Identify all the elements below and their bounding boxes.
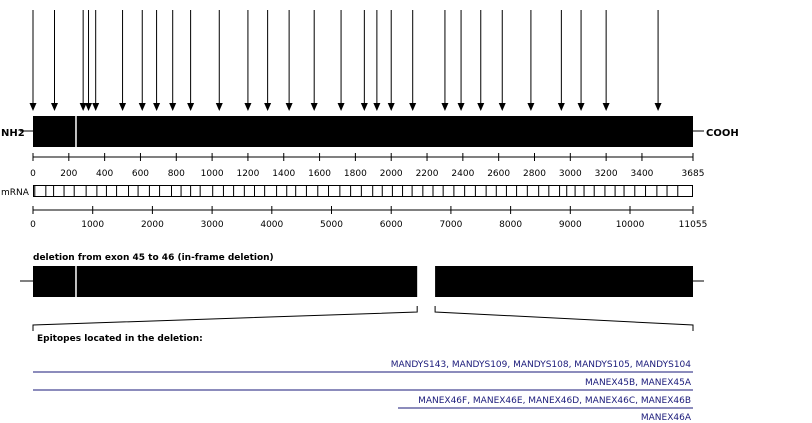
protein-tick-label: 3000 <box>558 169 582 179</box>
mrna-tick-label: 10000 <box>615 220 645 230</box>
epitope-arrow <box>458 10 465 111</box>
deletion-title: deletion from exon 45 to 46 (in-frame deletion) <box>33 253 274 263</box>
deletion-bar-right <box>435 266 693 297</box>
protein-axis <box>30 153 704 179</box>
mrna-tick-label: 9000 <box>558 220 582 230</box>
protein-tick-label: 3200 <box>594 169 618 179</box>
protein-tick-label: 600 <box>131 169 150 179</box>
mrna-tick-label: 8000 <box>499 220 523 230</box>
deletion-bar-left <box>33 266 417 297</box>
c-terminus-label: COOH <box>706 128 739 139</box>
epitope-arrow <box>244 10 251 111</box>
epitope-arrow <box>603 10 610 111</box>
protein-tick-label: 2000 <box>379 169 403 179</box>
epitope-arrow <box>655 10 662 111</box>
epitope-arrow <box>119 10 126 111</box>
epitope-arrow <box>216 10 223 111</box>
epitope-arrow <box>85 10 92 111</box>
mrna-tick-label: 3000 <box>200 220 224 230</box>
protein-tick-label: 2800 <box>523 169 546 179</box>
mrna-axis <box>30 206 707 230</box>
epitope-arrow <box>361 10 368 111</box>
epitope-arrow <box>51 10 58 111</box>
epitope-arrow <box>388 10 395 111</box>
epitope-arrow <box>558 10 565 111</box>
protein-tick-label: 2200 <box>415 169 439 179</box>
mrna-tick-label: 2000 <box>140 220 164 230</box>
epitope-arrows <box>30 10 662 111</box>
epitope-row-text: MANEX46F, MANEX46E, MANEX46D, MANEX46C, MANEX46B <box>418 396 691 406</box>
epitope-arrow <box>139 10 146 111</box>
protein-tick-label: 3400 <box>630 169 654 179</box>
epitope-arrow <box>92 10 99 111</box>
mrna-tick-label: 4000 <box>260 220 284 230</box>
epitope-arrow <box>264 10 271 111</box>
epitope-arrow <box>527 10 534 111</box>
epitope-arrow <box>578 10 585 111</box>
epitope-arrow <box>409 10 416 111</box>
protein-tick-label: 1800 <box>343 169 367 179</box>
mrna-strip <box>34 186 693 197</box>
epitope-arrow <box>441 10 448 111</box>
protein-tick-label: 200 <box>60 169 78 179</box>
epitope-arrow <box>30 10 37 111</box>
epitope-row-text: MANEX45B, MANEX45A <box>585 378 691 388</box>
protein-tick-label: 2400 <box>451 169 475 179</box>
zoom-bracket-left <box>33 306 417 331</box>
protein-tick-label: 1400 <box>272 169 296 179</box>
mrna-tick-label: 6000 <box>379 220 403 230</box>
protein-tick-label: 400 <box>96 169 114 179</box>
epitope-arrow <box>311 10 318 111</box>
epitopes-heading: Epitopes located in the deletion: <box>37 334 203 344</box>
epitope-arrow <box>169 10 176 111</box>
protein-tick-label: 2600 <box>487 169 511 179</box>
epitope-list <box>33 360 693 423</box>
epitope-row-text: MANEX46A <box>640 413 691 423</box>
epitope-arrow <box>153 10 160 111</box>
zoom-bracket-right <box>435 306 693 331</box>
protein-tick-label: 1200 <box>236 169 260 179</box>
protein-tick-label: 0 <box>30 169 36 179</box>
protein-tick-label: 800 <box>167 169 185 179</box>
protein-tick-label: 1600 <box>308 169 332 179</box>
protein-tick-label: 1000 <box>200 169 224 179</box>
epitope-arrow <box>187 10 194 111</box>
epitope-row-text: MANDYS143, MANDYS109, MANDYS108, MANDYS105, MANDYS104 <box>390 360 691 370</box>
epitope-arrow <box>477 10 484 111</box>
epitope-arrow <box>338 10 345 111</box>
mrna-tick-label: 7000 <box>439 220 463 230</box>
epitope-arrow <box>499 10 506 111</box>
mrna-label: mRNA <box>1 188 29 198</box>
mrna-tick-label: 1000 <box>81 220 105 230</box>
protein-bar <box>33 116 693 147</box>
mrna-tick-label: 0 <box>30 220 36 230</box>
epitope-arrow <box>373 10 380 111</box>
mrna-tick-label: 11055 <box>678 220 708 230</box>
epitope-arrow <box>80 10 87 111</box>
mrna-tick-label: 5000 <box>320 220 343 230</box>
protein-tick-label: 3685 <box>681 169 705 179</box>
epitope-arrow <box>286 10 293 111</box>
n-terminus-label: NH2 <box>1 128 25 139</box>
